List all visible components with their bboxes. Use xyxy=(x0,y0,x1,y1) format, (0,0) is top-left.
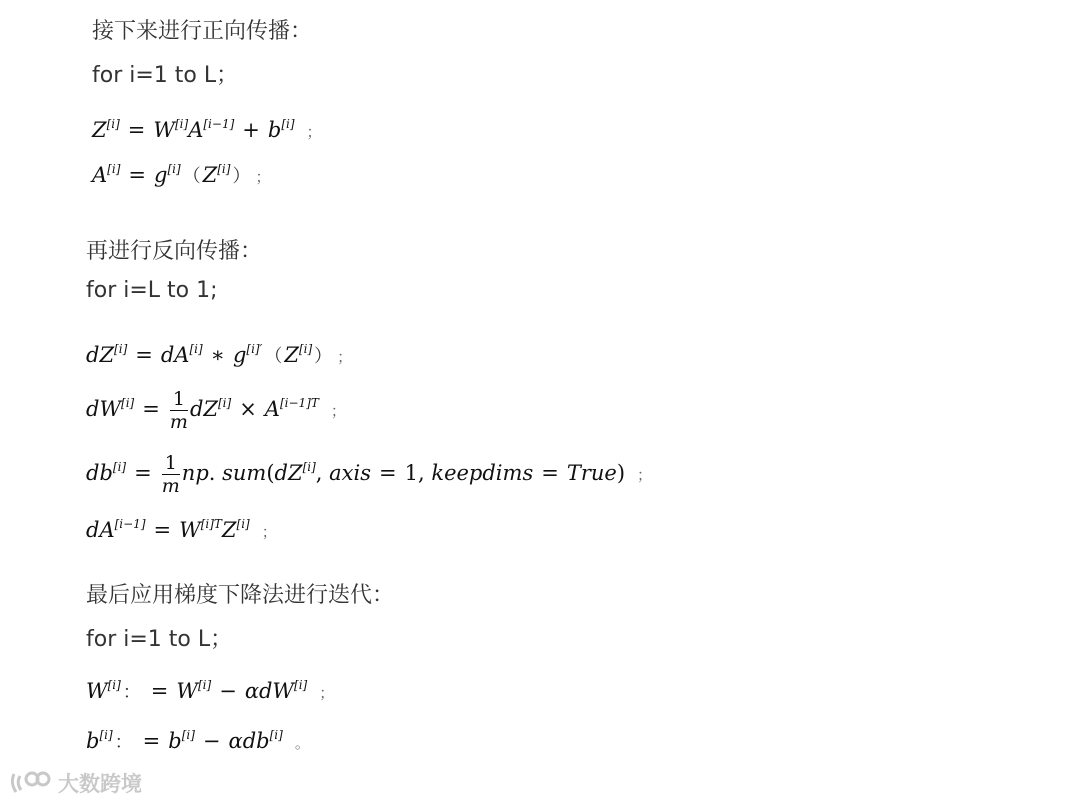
update-eq-w: W[i] ： = W[i] − αdW[i] ； xyxy=(86,678,335,703)
backward-loop: for i=L to 1; xyxy=(86,278,218,303)
backward-eq-da: $dA[i-1] = W^{[i]T}Z[i]$ ； xyxy=(86,517,277,542)
update-heading: 最后应用梯度下降法进行迭代： xyxy=(86,583,395,608)
backward-eq-dz: dZ[i] = dA[i] ∗ $g^{[i]'}$ （Z[i] ） ； xyxy=(86,342,353,367)
forward-eq-a: A[i] = g[i] （Z[i] ） ； xyxy=(92,162,271,187)
watermark xyxy=(8,768,142,798)
backward-eq-dw: dW[i] = $\frac{1}{m}$ $dZ[i] \times A^{[i-1]T}$ ； xyxy=(86,388,346,433)
backward-heading: 再进行反向传播： xyxy=(86,239,263,264)
backward-eq-da-semicolon: ； xyxy=(261,523,277,541)
update-eq-b: b[i] ： = b[i] − αdb[i] 。 xyxy=(86,728,310,753)
backward-eq-db: db[i] = $\frac{1}{m}$ np. sum(dZ[i], axis = 1, keepdims = True) ； xyxy=(86,452,653,497)
forward-loop: for i=1 to L； xyxy=(92,63,239,88)
forward-eq-a-semicolon: ； xyxy=(255,168,271,186)
backward-eq-db-semicolon: ； xyxy=(637,466,653,484)
backward-eq-dw-semicolon: ； xyxy=(330,402,346,420)
update-eq-b-period: 。 xyxy=(294,734,310,752)
update-loop: for i=1 to L； xyxy=(86,627,233,652)
update-eq-w-semicolon: ； xyxy=(319,684,335,702)
backward-eq-dz-semicolon: ； xyxy=(337,348,353,366)
forward-eq-z-semicolon: ； xyxy=(306,123,322,141)
forward-heading: 接下来进行正向传播： xyxy=(92,19,313,44)
watermark-text: 大数跨境 xyxy=(58,772,142,796)
watermark-logo-icon xyxy=(8,770,52,796)
forward-eq-z: Z[i] = W[i]A[i−1] + b[i] ； xyxy=(92,117,322,142)
